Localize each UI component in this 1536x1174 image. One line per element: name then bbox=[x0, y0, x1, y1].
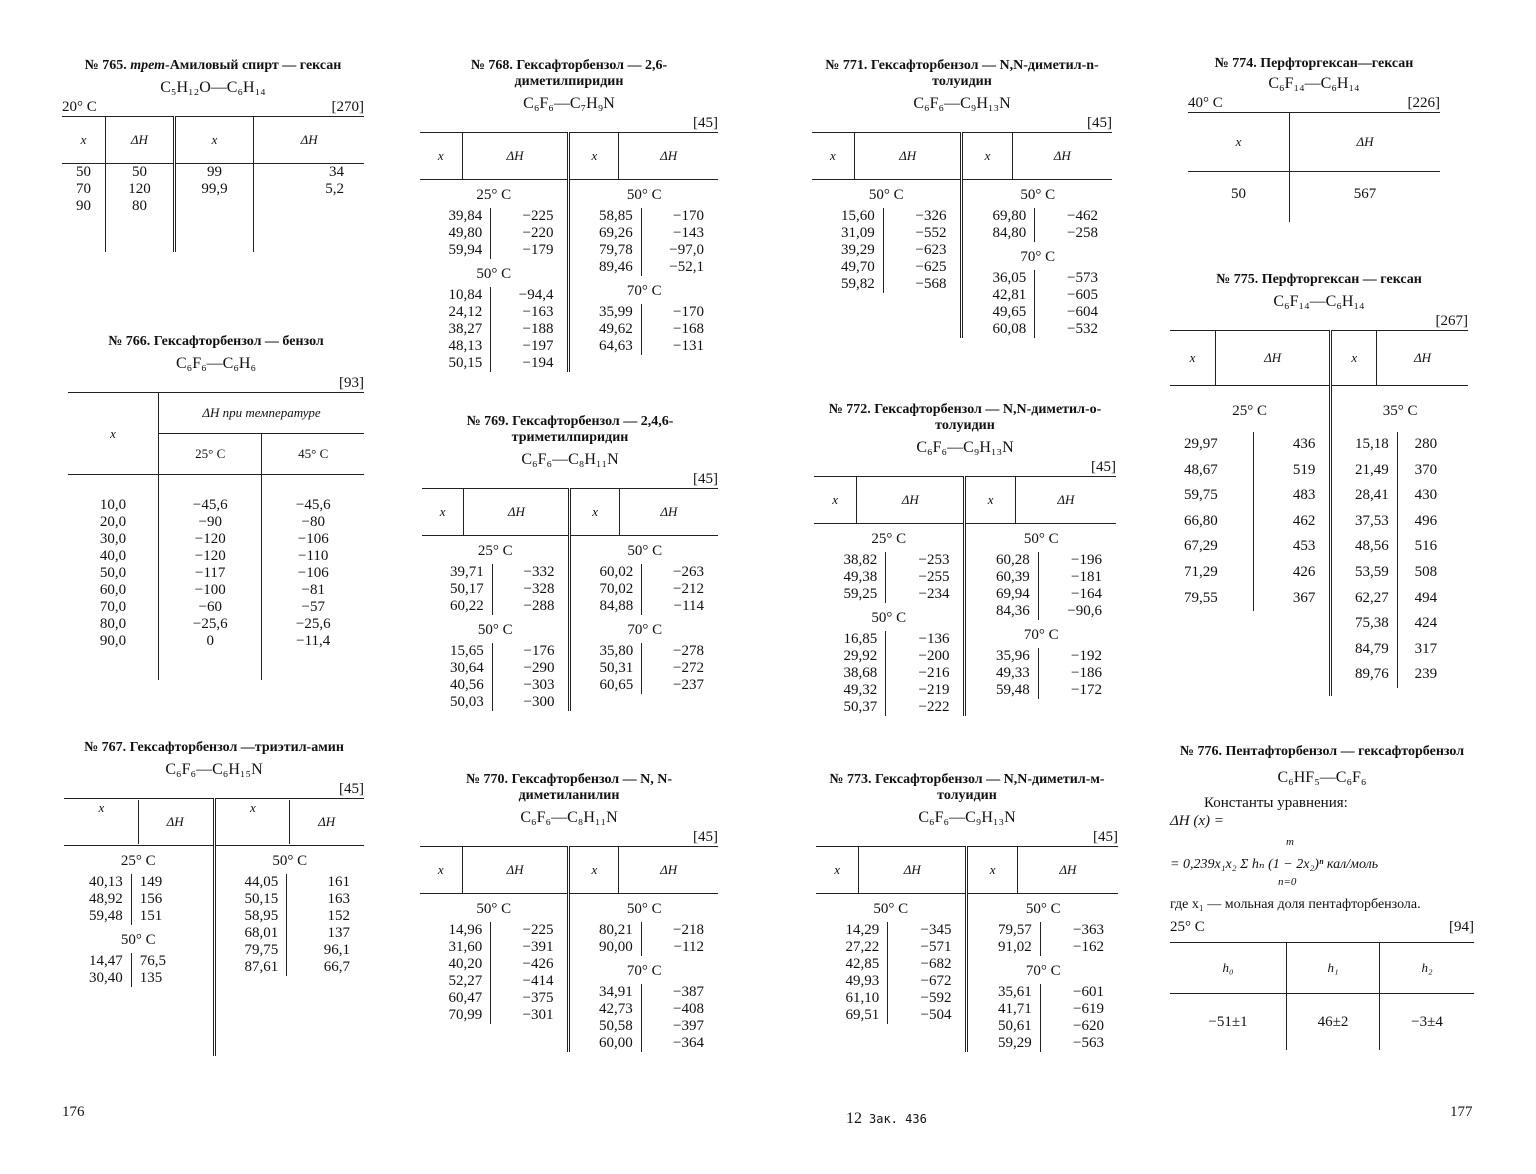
value-pair: 14,96 31,60 40,20 52,27 60,47 70,99 −225 −391 −426 −414 −375 −301 bbox=[420, 922, 567, 1024]
temperature-group: 50° C bbox=[868, 187, 904, 203]
formula: C₆F₆—C₉H₁₃N bbox=[913, 95, 1011, 112]
formula: C₆HF₅—C₆F₆ bbox=[1277, 769, 1367, 786]
value-pair: 14,29 27,22 42,85 49,93 61,10 69,51 −345 −571 −682 −672 −592 −504 bbox=[816, 922, 965, 1024]
value-pair: 39,84 49,80 59,94 −225 −220 −179 bbox=[420, 208, 567, 259]
entry-771 bbox=[812, 58, 1112, 338]
value-pair: 34,91 42,73 50,58 60,00 −387 −408 −397 −364 bbox=[570, 984, 718, 1052]
formula: C₆F₁₄—C₆H₁₄ bbox=[1273, 293, 1365, 310]
data-table: x ΔH x ΔH 25° C 39,84 49,80 59,94 −225 −220 −179 50° C 10,84 24,12 38,27 48,13 50,15 −94,4 −163 −188 −197 −194 50° C 58,85 69,26 79,78 89,46 −170 −143 −97,0 −52,1 70° C 35,99 49,62 64,63 −170 −168 −131 bbox=[420, 132, 718, 372]
data-table: x ΔH x ΔH 25° C 38,82 49,38 59,25 −253 −255 −234 50° C 16,85 29,92 38,68 49,32 50,37 −136 −200 −216 −219 −222 50° C 60,28 60,39 69,94 84,36 −196 −181 −164 −90,6 70° C 35,96 49,33 59,48 −192 −186 −172 bbox=[814, 476, 1116, 716]
equation: m = 0,239x₁x₂ Σ hₙ (1 − 2x₂)ⁿ кал/моль n=0 bbox=[1170, 836, 1379, 888]
entry-765 bbox=[62, 58, 364, 252]
value-pair: 35,61 41,71 50,61 59,29 −601 −619 −620 −563 bbox=[968, 984, 1118, 1052]
temperature-group: 70° C bbox=[626, 963, 662, 979]
temperature: 20° C bbox=[62, 99, 97, 115]
temperature-group: 70° C bbox=[626, 283, 662, 299]
data-table: x ΔH x ΔH 50° C 15,60 31,09 39,29 49,70 59,82 −326 −552 −623 −625 −568 50° C 69,80 84,80 −462 −258 70° C 36,05 42,81 49,65 60,08 −573 −605 −604 −532 bbox=[812, 132, 1112, 338]
temperature-group: 50° C bbox=[627, 543, 663, 559]
temperature-group: 70° C bbox=[1020, 249, 1056, 265]
value-pair: 60,02 70,02 84,88 −263 −212 −114 bbox=[571, 564, 718, 615]
equation-lhs: ΔH (x) = bbox=[1170, 813, 1224, 829]
entry-title: № 765. трет-Амиловый спирт — гексан bbox=[84, 58, 342, 73]
reference: [45] bbox=[693, 115, 718, 131]
reference: [45] bbox=[339, 781, 364, 797]
data-table: x ΔH x ΔH 50° C 14,96 31,60 40,20 52,27 60,47 70,99 −225 −391 −426 −414 −375 −301 50° C 80,21 90,00 −218 −112 70° C 34,91 42,73 50,58 60,00 −387 −408 −397 −364 bbox=[420, 846, 718, 1052]
entry-768 bbox=[420, 58, 718, 372]
value-pair: 60,28 60,39 69,94 84,36 −196 −181 −164 −90,6 bbox=[966, 552, 1116, 620]
formula: C₆F₁₄—C₆H₁₄ bbox=[1268, 75, 1360, 92]
where-note: где x₁ — мольная доля пентафторбензола. bbox=[1170, 897, 1421, 912]
value-pair: 39,71 50,17 60,22 −332 −328 −288 bbox=[422, 564, 568, 615]
reference: [270] bbox=[331, 99, 364, 115]
value-pair: 36,05 42,81 49,65 60,08 −573 −605 −604 −532 bbox=[963, 270, 1112, 338]
entry-767 bbox=[64, 740, 364, 1056]
entry-title: № 773. Гексафторбензол — N,N-диметил-м-толуидин bbox=[829, 772, 1105, 803]
formula: C₆F₆—C₇H₉N bbox=[523, 95, 615, 112]
value-pair: 15,60 31,09 39,29 49,70 59,82 −326 −552 −623 −625 −568 bbox=[812, 208, 960, 293]
data-table: x ΔH x ΔH 50 70 90 50 120 80 99 99,9 34 5,2 bbox=[62, 116, 364, 252]
value-pair: 35,99 49,62 64,63 −170 −168 −131 bbox=[570, 304, 718, 355]
constants-label: Константы уравнения: bbox=[1204, 795, 1348, 811]
reference: [45] bbox=[693, 471, 718, 487]
reference: [94] bbox=[1449, 919, 1474, 935]
entry-773 bbox=[816, 772, 1118, 1052]
entry-766 bbox=[68, 334, 364, 680]
page-footer: 12 Зак. 436 bbox=[846, 1110, 927, 1127]
value-pair: 79,57 91,02 −363 −162 bbox=[968, 922, 1118, 956]
entry-770 bbox=[420, 772, 718, 1052]
reference: [45] bbox=[1087, 115, 1112, 131]
reference: [45] bbox=[693, 829, 718, 845]
entry-title: № 769. Гексафторбензол — 2,4,6-триметилпиридин bbox=[466, 414, 674, 445]
entry-title: № 775. Перфторгексан — гексан bbox=[1216, 272, 1422, 287]
entry-774 bbox=[1188, 56, 1440, 222]
temperature-group: 70° C bbox=[1023, 627, 1059, 643]
data-table: x ΔH x ΔH 25° C 39,71 50,17 60,22 −332 −328 −288 50° C 15,65 30,64 40,56 50,03 −176 −290 −303 −300 50° C 60,02 70,02 84,88 −263 −212 −114 70° C 35,80 50,31 60,65 −278 −272 −237 bbox=[422, 488, 718, 711]
temperature-group: 70° C bbox=[627, 622, 663, 638]
entry-title: № 771. Гексафторбензол — N,N-диметил-n-толуидин bbox=[825, 58, 1099, 89]
data-table: x ΔH x ΔH 25° C 40,13 48,92 59,48 149 156 151 50° C 14,47 30,40 76,5 135 50° C 44,05 50,15 58,95 68,01 79,75 87,61 161 163 152 137 96,1 66,7 bbox=[64, 798, 364, 1056]
entry-772 bbox=[814, 402, 1116, 716]
temperature-group: 50° C bbox=[1023, 531, 1059, 547]
value-pair: 10,84 24,12 38,27 48,13 50,15 −94,4 −163 −188 −197 −194 bbox=[420, 287, 567, 372]
temperature-group: 50° C bbox=[476, 266, 512, 282]
data-table: x ΔH x ΔH 50° C 14,29 27,22 42,85 49,93 61,10 69,51 −345 −571 −682 −672 −592 −504 50° C 79,57 91,02 −363 −162 70° C 35,61 41,71 50,61 59,29 −601 −619 −620 −563 bbox=[816, 846, 1118, 1052]
data-table: h₀ h₁ h₂ −51±1 46±2 −3±4 bbox=[1170, 942, 1474, 1050]
value-pair: 15,65 30,64 40,56 50,03 −176 −290 −303 −300 bbox=[422, 643, 568, 711]
temperature-group: 50° C bbox=[871, 610, 907, 626]
temperature-group: 50° C bbox=[476, 901, 512, 917]
temperature-group: 50° C bbox=[477, 622, 513, 638]
data-table: x ΔH 50 567 bbox=[1188, 112, 1440, 222]
temperature-group: 25° C bbox=[871, 531, 907, 547]
value-pair: 16,85 29,92 38,68 49,32 50,37 −136 −200 −216 −219 −222 bbox=[814, 631, 963, 716]
temperature-group: 70° C bbox=[1025, 963, 1061, 979]
value-pair: 38,82 49,38 59,25 −253 −255 −234 bbox=[814, 552, 963, 603]
formula: C₆F₆—C₆H₁₅N bbox=[165, 761, 263, 778]
entry-title: № 766. Гексафторбензол — бензол bbox=[108, 334, 324, 349]
value-pair: 35,96 49,33 59,48 −192 −186 −172 bbox=[966, 648, 1116, 699]
data-table: x ΔH при температуре 25° C 45° C 10,0 20,0 30,0 40,0 50,0 60,0 70,0 80,0 90,0 −45,6 −90 −120 −120 −117 −100 −60 −25,6 0 −45,6 −80 −106 −110 −106 −81 −57 −25,6 −11,4 bbox=[68, 392, 364, 680]
entry-title: № 774. Перфторгексан—гексан bbox=[1214, 56, 1414, 71]
entry-775 bbox=[1170, 272, 1468, 696]
value-pair: 35,80 50,31 60,65 −278 −272 −237 bbox=[571, 643, 718, 694]
value-pair: 58,85 69,26 79,78 89,46 −170 −143 −97,0 −52,1 bbox=[570, 208, 718, 276]
entry-769 bbox=[422, 414, 718, 711]
formula: C₆F₆—C₈H₁₁N bbox=[521, 451, 619, 468]
temperature-group: 50° C bbox=[626, 187, 662, 203]
temperature: 25° C bbox=[1170, 919, 1205, 935]
temperature-group: 50° C bbox=[1020, 187, 1056, 203]
formula: C₆F₆—C₆H₆ bbox=[175, 355, 257, 372]
temperature-group: 50° C bbox=[873, 901, 909, 917]
entry-title: № 768. Гексафторбензол — 2,6-диметилпиридин bbox=[470, 58, 668, 89]
reference: [93] bbox=[339, 375, 364, 391]
entry-title: № 772. Гексафторбензол — N,N-диметил-о-толуидин bbox=[828, 402, 1102, 433]
entry-title: № 776. Пентафторбензол — гексафторбензол bbox=[1179, 744, 1465, 759]
entry-776 bbox=[1170, 744, 1474, 1050]
formula: C₆F₆—C₉H₁₃N bbox=[918, 809, 1016, 826]
page-number-left: 176 bbox=[62, 1104, 85, 1120]
reference: [45] bbox=[1091, 459, 1116, 475]
entry-title: № 767. Гексафторбензол —триэтил-амин bbox=[84, 740, 344, 755]
formula: C₆F₆—C₈H₁₁N bbox=[520, 809, 618, 826]
reference: [226] bbox=[1407, 95, 1440, 111]
temperature-group: 25° C bbox=[477, 543, 513, 559]
formula: C₆F₆—C₉H₁₃N bbox=[916, 439, 1014, 456]
data-table: x ΔH x ΔH 25° C 29,97 48,67 59,75 66,80 67,29 71,29 79,55 436 519 483 462 453 426 367 35° C 15,18 21,49 28,41 37,53 48,56 53,59 62,27 75,38 84,79 89,76 280 370 430 496 516 508 494 424 317 239 bbox=[1170, 330, 1468, 696]
reference: [45] bbox=[1093, 829, 1118, 845]
temperature-group: 25° C bbox=[476, 187, 512, 203]
temperature-group: 50° C bbox=[1025, 901, 1061, 917]
formula: C₅H₁₂O—C₆H₁₄ bbox=[160, 79, 266, 96]
temperature: 40° C bbox=[1188, 95, 1223, 111]
value-pair: 69,80 84,80 −462 −258 bbox=[963, 208, 1112, 242]
reference: [267] bbox=[1435, 313, 1468, 329]
value-pair: 80,21 90,00 −218 −112 bbox=[570, 922, 718, 956]
temperature-group: 50° C bbox=[626, 901, 662, 917]
page-number-right: 177 bbox=[1450, 1104, 1473, 1120]
entry-title: № 770. Гексафторбензол — N, N-диметиланилин bbox=[465, 772, 673, 803]
